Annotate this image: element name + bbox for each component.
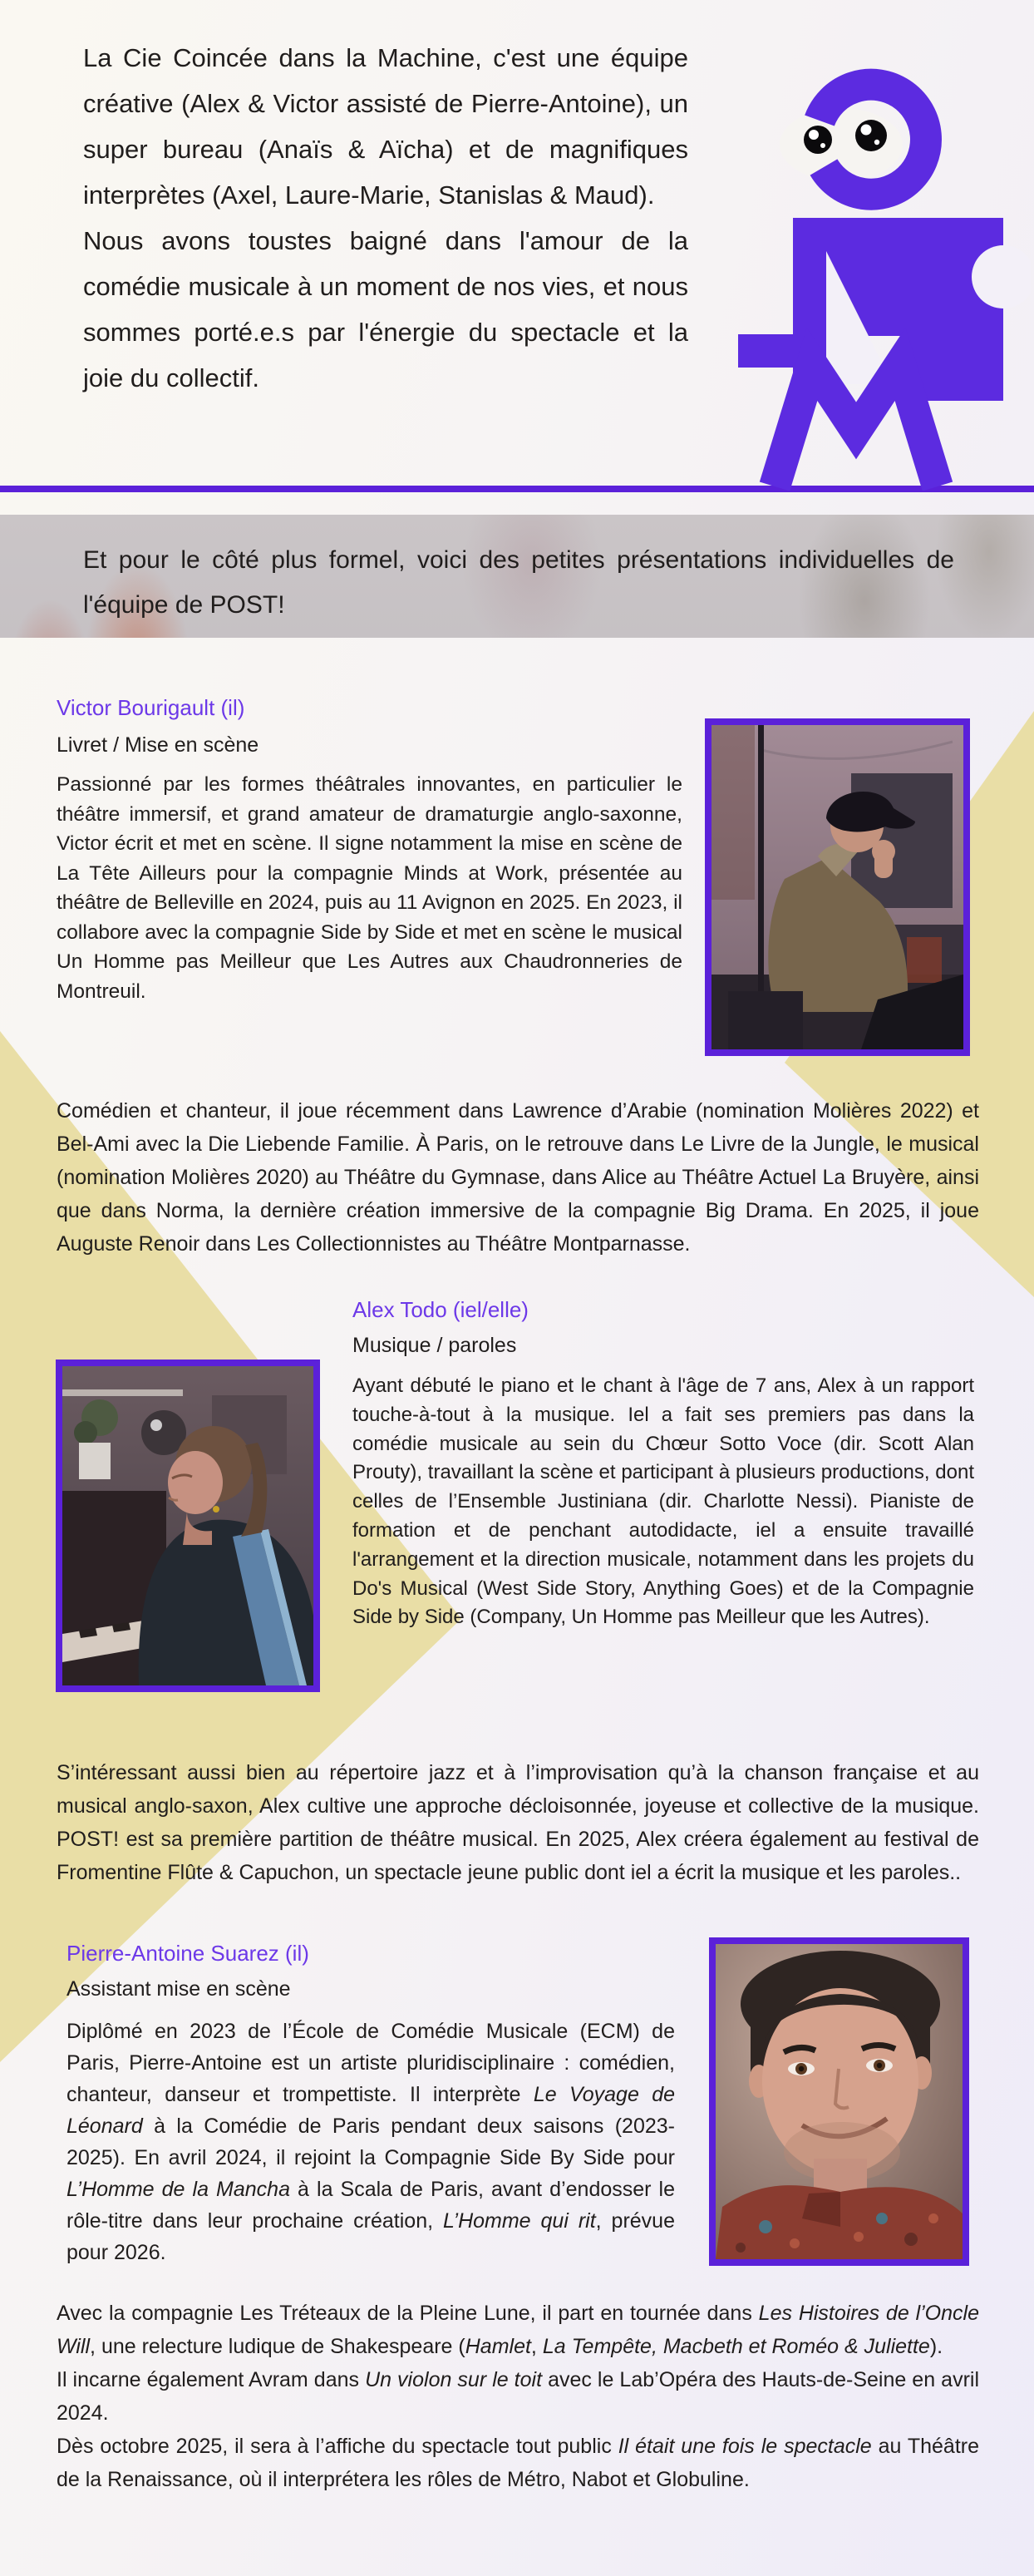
member-name-victor: Victor Bourigault (il) [57, 695, 245, 720]
alex-photo [56, 1360, 320, 1692]
member-role-alex: Musique / paroles [352, 1334, 517, 1357]
intro-section [83, 35, 688, 401]
pierre-antoine-photo [709, 1937, 969, 2266]
alex-bio-2: S’intéressant aussi bien au répertoire jazz et à l’improvisation qu’à la chanson française et au musical anglo-saxon, Alex cultive une approche décloisonnée, joyeuse et collective de la musique. POST! est sa première partition de théâtre musical. En 2025, Alex créera également au festival de Fromentine Flûte & Capuchon, un spectacle jeune public dont iel a écrit la musique et les paroles.. [57, 1761, 979, 1884]
company-logo [716, 42, 1031, 491]
member-name-alex: Alex Todo (iel/elle) [352, 1297, 529, 1322]
formal-intro-banner [0, 515, 1034, 638]
banner-text: Et pour le côté plus formel, voici des petites présentations individuelles de l'équipe de POST! [83, 546, 954, 619]
member-role-victor: Livret / Mise en scène [57, 733, 259, 757]
victor-bio-1: Passionné par les formes théâtrales innovantes, en particulier le théâtre immersif, et grand amateur de dramaturgie anglo-saxonne, Victor écrit et met en scène. Il signe notamment la mise en scène de La Tête Ailleurs pour la compagnie Minds at Work, présentée au théâtre de Belleville en 2024, puis au 11 Avignon en 2025. En 2023, il collabore avec la compagnie Side by Side et met en scène le musical Un Homme pas Meilleur que Les Autres aux Chaudronneries de Montreuil. [57, 773, 682, 1003]
victor-photo [705, 718, 970, 1056]
intro-paragraph-1: La Cie Coincée dans la Machine, c'est une équipe créative (Alex & Victor assisté de Pierre-Antoine), un super bureau (Anaïs & Aïcha) et de magnifiques interprètes (Axel, Laure-Marie, Stanislas & Maud). [83, 43, 688, 210]
pierre-antoine-bio-continued [57, 2297, 979, 2496]
pierre-antoine-bio-3: Il incarne également Avram dans Un violon sur le toit avec le Lab’Opéra des Hauts-de-Seine en avril 2024. [57, 2368, 979, 2425]
alex-bio-1: Ayant débuté le piano et le chant à l'âge de 7 ans, Alex à un rapport touche-à-tout à la musique. Iel a fait ses premiers pas dans la comédie musicale au sein du Chœur Sotto Voce (dir. Scott Alan Prouty), travaillant la scène et participant à plusieurs productions, dont celles de l’Ensemble Justiniana (dir. Charlotte Nessi). Pianiste de formation et de penchant autodidacte, iel a ensuite travaillé l'arrangement et la direction musicale, notamment dans les projets du Do's Musical (West Side Story, Anything Goes) et de la Compagnie Side by Side (Company, Un Homme pas Meilleur que les Autres). [352, 1374, 974, 1629]
company-logo-icon [716, 42, 1031, 491]
member-name-pierre-antoine: Pierre-Antoine Suarez (il) [66, 1941, 309, 1966]
member-role-pierre-antoine: Assistant mise en scène [66, 1977, 291, 2001]
pierre-antoine-bio-1: Diplômé en 2023 de l’École de Comédie Musicale (ECM) de Paris, Pierre-Antoine est un artiste pluridisciplinaire : comédien, chanteur, danseur et trompettiste. Il interprète Le Voyage de Léonard à la Comédie de Paris pendant deux saisons (2023-2025). En avril 2024, il rejoint la Compagnie Side By Side pour L’Homme de la Mancha à la Scala de Paris, avant d’endosser le rôle-titre dans leur prochaine création, L’Homme qui rit, prévue pour 2026. [66, 2020, 676, 2264]
intro-paragraph-2: Nous avons toustes baigné dans l'amour de la comédie musicale à un moment de nos vies, et nous sommes porté.e.s par l'énergie du spectacle et la joie du collectif. [83, 226, 688, 392]
pierre-antoine-bio-2: Avec la compagnie Les Tréteaux de la Pleine Lune, il part en tournée dans Les Histoires de l’Oncle Will, une relecture ludique de Shakespeare (Hamlet, La Tempête, Macbeth et Roméo & Juliette). [57, 2302, 979, 2358]
pierre-antoine-bio-4: Dès octobre 2025, il sera à l’affiche du spectacle tout public Il était une fois le spectacle au Théâtre de la Renaissance, où il interprétera les rôles de Métro, Nabot et Globuline. [57, 2435, 980, 2491]
victor-bio-2: Comédien et chanteur, il joue récemment dans Lawrence d’Arabie (nomination Molières 2022) et Bel-Ami avec la Die Liebende Familie. À Paris, on le retrouve dans Le Livre de la Jungle, le musical (nomination Molières 2020) au Théâtre du Gymnase, dans Alice au Théâtre Actuel La Bruyère, ainsi que dans Norma, la dernière création immersive de la compagnie Big Drama. En 2025, il joue Auguste Renoir dans Les Collectionnistes au Théâtre Montparnasse. [57, 1099, 979, 1256]
